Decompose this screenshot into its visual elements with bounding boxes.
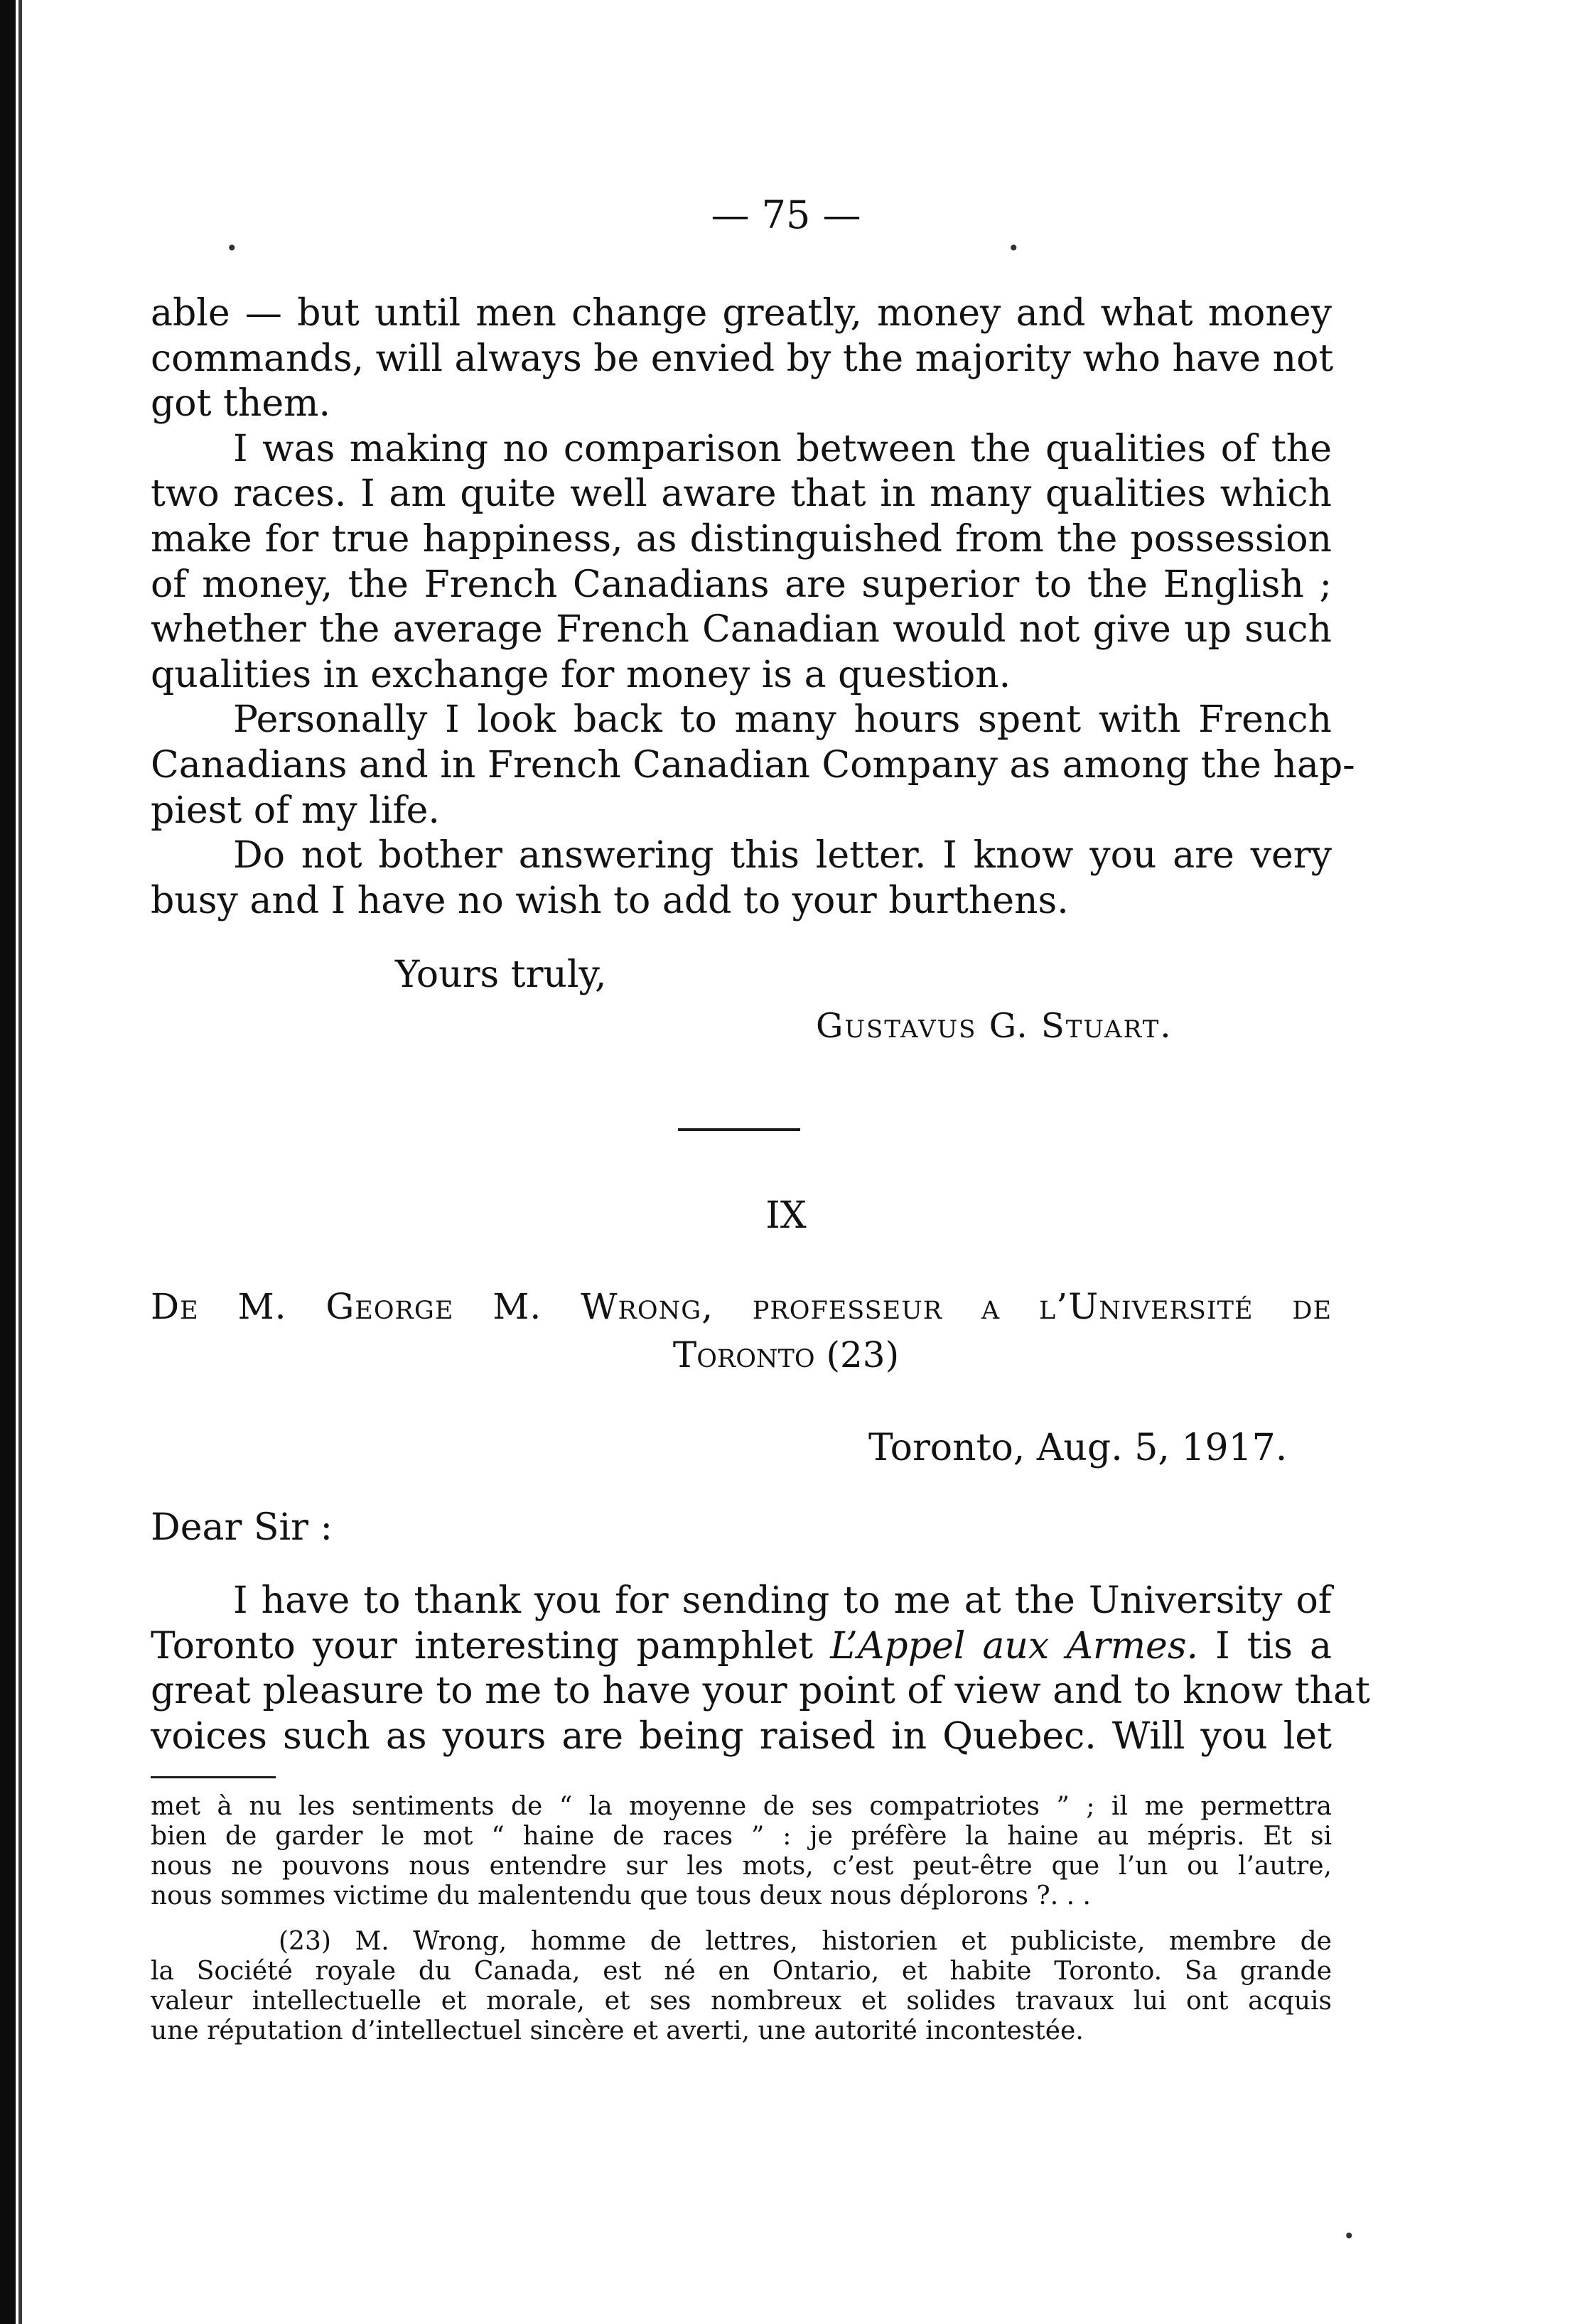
letter-continuation — [151, 291, 1355, 924]
text-line: Canadians and in French Canadian Company as among the hap- — [151, 743, 1355, 787]
text-line: busy and I have no wish to add to your burthens. — [151, 879, 1069, 922]
text-line: I have to thank you for sending to me at the University of — [233, 1579, 1332, 1622]
text-line: whether the average French Canadian would not give up such — [151, 608, 1332, 652]
text-line: Do not bother answering this letter. I know you are very — [233, 834, 1332, 877]
text-line — [151, 1624, 1332, 1670]
footnote-line: (23) M. Wrong, homme de lettres, historien et publiciste, membre de — [279, 1927, 1332, 1956]
footnote-line: une réputation d’intellectuel sincère et averti, une autorité incontestée. — [151, 2016, 1084, 2045]
text-line: voices such as yours are being raised in Quebec. Will you let — [151, 1714, 1332, 1758]
footnote-line: valeur intellectuelle et morale, et ses nombreux et solides travaux lui ont acquis — [151, 1987, 1332, 2016]
text-line: able — but until men change greatly, money and what money — [151, 292, 1332, 335]
footnote-line: bien de garder le mot “ haine de races ” : je préfère la haine au mépris. Et si — [151, 1822, 1332, 1851]
text-fragment: Toronto your interesting pamphlet — [151, 1624, 831, 1668]
text-line: make for true happiness, as distinguished from the possession — [151, 517, 1332, 561]
text-line: qualities in exchange for money is a question. — [151, 653, 1011, 696]
text-line: commands, will always be envied by the majority who have not — [151, 337, 1334, 380]
text-line: great pleasure to me to have your point of view and to know that — [151, 1670, 1370, 1713]
text-line: two races. I am quite well aware that in many qualities which — [151, 472, 1332, 516]
footnote-rule — [151, 1776, 276, 1778]
letter-salutation: Dear Sir : — [151, 1506, 333, 1549]
footnote-line: nous sommes victime du malentendu que tous deux nous déplorons ?. . . — [151, 1881, 1091, 1910]
section-numeral: IX — [765, 1194, 807, 1237]
text-line: Personally I look back to many hours spent with French — [233, 698, 1332, 742]
text-line: piest of my life. — [151, 789, 440, 832]
pamphlet-title: L’Appel aux Armes. — [830, 1624, 1199, 1668]
letter-signature: Gustavus G. Stuart. — [816, 1006, 1173, 1046]
section-separator — [678, 1128, 800, 1131]
scan-speck: • — [1008, 237, 1020, 260]
text-line: of money, the French Canadians are superior to the English ; — [151, 563, 1332, 606]
footnote-continued — [151, 1792, 1332, 1911]
text-line: got them. — [151, 382, 331, 426]
footnote-line: nous ne pouvons nous entendre sur les mots, c’est peut-être que l’un ou l’autre, — [151, 1852, 1332, 1881]
footnote-line: la Société royale du Canada, est né en Ontario, et habite Toronto. Sa grande — [151, 1957, 1332, 1986]
scan-edge-shadow — [0, 0, 16, 2324]
section-heading: De M. George M. Wrong, professeur a l’Université de — [151, 1286, 1332, 1327]
section-heading-continued: Toronto (23) — [672, 1334, 900, 1376]
letter-body — [151, 1579, 1370, 1759]
text-fragment: I tis a — [1198, 1624, 1333, 1668]
footnote-line: met à nu les sentiments de “ la moyenne de ses compatriotes ” ; il me permettra — [151, 1792, 1332, 1821]
page-number: — 75 — — [711, 193, 861, 237]
scan-speck: • — [1343, 2225, 1355, 2248]
letter-closing: Yours truly, — [395, 953, 607, 996]
footnote-23 — [151, 1927, 1332, 2046]
letter-date: Toronto, Aug. 5, 1917. — [868, 1427, 1288, 1469]
scan-speck: • — [226, 237, 238, 260]
scan-edge-shadow-inner — [18, 0, 22, 2324]
text-line: I was making no comparison between the qualities of the — [233, 427, 1332, 470]
